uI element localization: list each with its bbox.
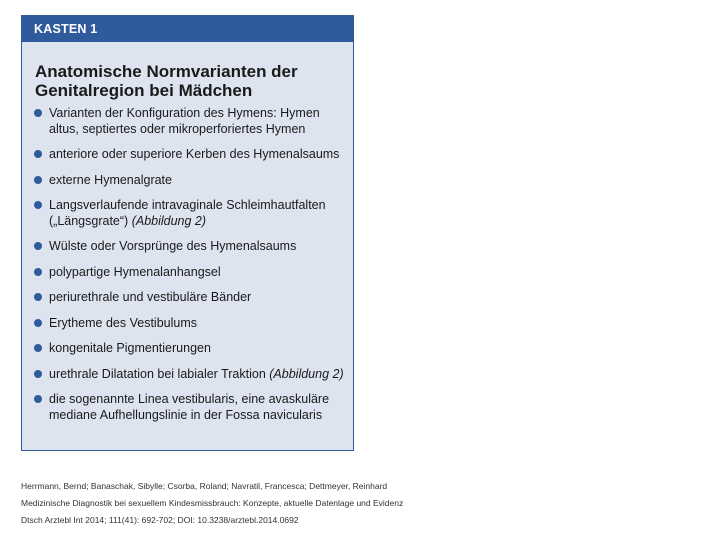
list-item bbox=[34, 290, 345, 306]
citation-authors: Herrmann, Bernd; Banaschak, Sibylle; Csorba, Roland; Navratil, Francesca; Dettmeyer, Reinhard bbox=[21, 481, 388, 491]
box-title-line-1: Anatomische Normvarianten der bbox=[35, 62, 298, 81]
bullet-icon bbox=[34, 242, 42, 250]
variant-list bbox=[34, 106, 345, 423]
item-text: periurethrale und vestibuläre Bänder bbox=[49, 290, 252, 304]
bullet-icon bbox=[34, 344, 42, 352]
item-text: polypartige Hymenalanhangsel bbox=[49, 264, 221, 279]
box-label: KASTEN 1 bbox=[22, 16, 353, 42]
list-item bbox=[34, 147, 345, 163]
box-title-line-2: Genitalregion bei Mädchen bbox=[35, 81, 253, 100]
item-text: kongenitale Pigmentierungen bbox=[49, 341, 211, 355]
item-text: Erytheme des Vestibulums bbox=[49, 315, 197, 330]
bullet-icon bbox=[34, 268, 42, 276]
item-text: Wülste oder Vorsprünge des Hymenalsaums bbox=[49, 239, 297, 253]
bullet-icon bbox=[34, 109, 42, 117]
item-text: anteriore oder superiore Kerben des Hymenalsaums bbox=[49, 147, 340, 161]
list-item bbox=[34, 367, 345, 383]
item-text: externe Hymenalgrate bbox=[49, 172, 172, 187]
item-ref: (Abbildung 2) bbox=[269, 366, 344, 381]
item-text: Langsverlaufende intravaginale Schleimhautfalten („Längsgrate“) bbox=[49, 198, 326, 228]
list-item bbox=[34, 392, 345, 423]
bullet-icon bbox=[34, 201, 42, 209]
item-text: Varianten der Konfiguration des Hymens: Hymen altus, septiertes oder mikroperforiertes Hymen bbox=[49, 106, 320, 136]
bullet-icon bbox=[34, 370, 42, 378]
info-box bbox=[21, 15, 354, 451]
bullet-icon bbox=[34, 293, 42, 301]
box-title bbox=[35, 62, 341, 100]
citation-title: Medizinische Diagnostik bei sexuellem Kindesmissbrauch: Konzepte, aktuelle Datenlage und Evidenz bbox=[21, 498, 404, 508]
citation bbox=[21, 478, 403, 529]
bullet-icon bbox=[34, 319, 42, 327]
item-text: die sogenannte Linea vestibularis, eine avaskuläre mediane Aufhellungslinie in der Fossa navicularis bbox=[49, 392, 330, 422]
bullet-icon bbox=[34, 150, 42, 158]
bullet-icon bbox=[34, 395, 42, 403]
list-item bbox=[34, 341, 345, 357]
citation-source: Dtsch Arztebl Int 2014; 111(41): 692-702; DOI: 10.3238/arztebl.2014.0692 bbox=[21, 515, 299, 525]
list-item bbox=[34, 316, 345, 332]
list-item bbox=[34, 265, 345, 281]
list-item bbox=[34, 106, 345, 137]
item-ref: (Abbildung 2) bbox=[131, 213, 207, 228]
list-item bbox=[34, 239, 345, 255]
list-item bbox=[34, 173, 345, 189]
bullet-icon bbox=[34, 176, 42, 184]
list-item bbox=[34, 198, 345, 229]
item-text: urethrale Dilatation bei labialer Traktion bbox=[49, 366, 270, 381]
